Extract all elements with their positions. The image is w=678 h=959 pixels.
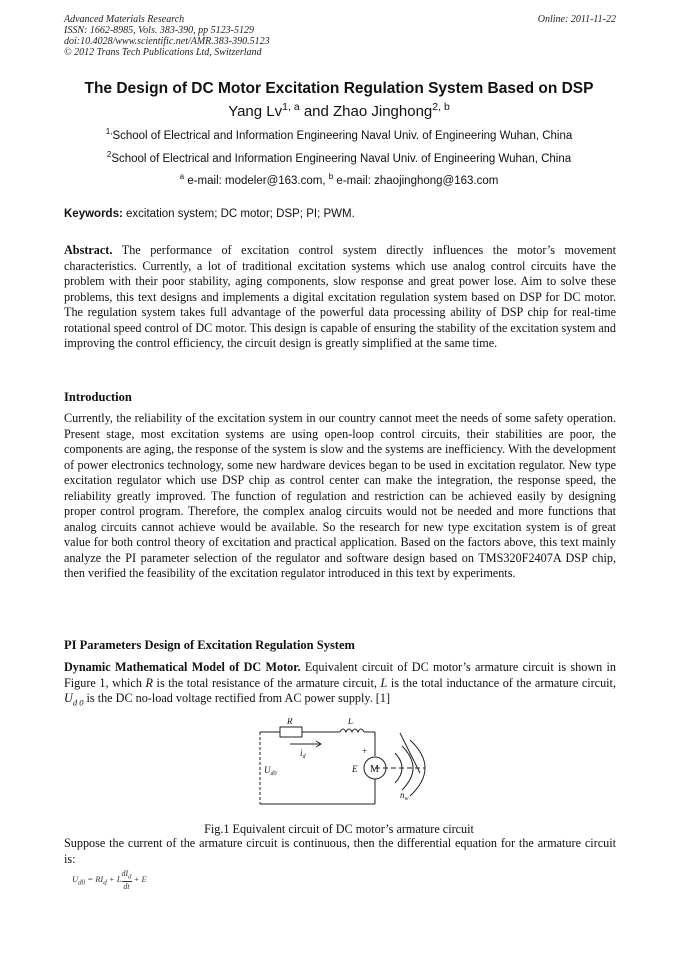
author-line — [40, 103, 638, 120]
dynamic-model-paragraph — [64, 660, 616, 711]
label-id-main: i — [300, 748, 303, 758]
email-a-mark: a — [179, 172, 185, 182]
label-L: L — [348, 718, 354, 726]
journal-header — [64, 14, 616, 58]
author-2: and Zhao Jinghong — [299, 103, 433, 120]
eq-rhs-sub: d — [103, 878, 107, 887]
label-nw-sub: w — [404, 796, 409, 802]
label-nw-main: n — [400, 790, 405, 800]
label-Ud0 — [264, 765, 277, 777]
email-b: e-mail: zhaojinghong@163.com — [333, 175, 499, 187]
affiliation-1-mark: 1, — [105, 127, 113, 137]
introduction-heading: Introduction — [64, 390, 132, 404]
affiliation-2-mark: 2 — [106, 150, 112, 160]
eq-plus-L: + L — [106, 873, 122, 884]
after-figure-text: Suppose the current of the armature circuit is continuous, then the differential equation for the armature circuit is: — [64, 836, 616, 866]
inductor-L — [340, 729, 364, 732]
label-R: R — [287, 718, 293, 726]
copyright-line: © 2012 Trans Tech Publications Ltd, Switzerland — [64, 47, 262, 58]
issn-line: ISSN: 1662-8985, Vols. 383-390, pp 5123-5129 — [64, 25, 254, 36]
author-2-sup: 2, b — [432, 101, 450, 113]
speed-line — [400, 733, 420, 773]
abstract-text: The performance of excitation control system directly influences the motor’s movement characteristics. Currently, a lot of traditional excitation systems which use analog control circuits have the problem with their poor stability, aging components, slow response and great power lose. Aim to solve these problems, this text designs and implements a digital excitation regulation system based on DSP for DC motor. The regulation system takes full advantage of the powerful data processing ability of DSP chip for real-time rotational speed control of DC motor. This design is capable of ensuring the stability of the excitation system and improving the control efficiency, the circuit design is greatly simplified at the same time. — [64, 243, 616, 350]
affiliation-1-text: School of Electrical and Information Engineering Naval Univ. of Engineering Wuhan, China — [112, 130, 573, 142]
model-text-c: is the total inductance of the armature circuit, — [387, 675, 616, 690]
symbol-L: L — [380, 675, 388, 690]
label-id-sub: d — [302, 754, 306, 760]
email-a: e-mail: modeler@163.com, — [184, 175, 329, 187]
figure-caption: Fig.1 Equivalent circuit of DC motor’s armature circuit — [204, 822, 474, 836]
eq-rhs: = RI — [85, 873, 104, 884]
model-text-b: is the total resistance of the armature circuit, — [152, 675, 381, 690]
email-b-mark: b — [328, 172, 334, 182]
author-1-sup: 1, a — [282, 101, 300, 113]
symbol-R: R — [145, 675, 153, 690]
eq-frac-den: dt — [123, 881, 130, 891]
eq-frac-num-sub: d — [128, 873, 132, 881]
label-Ud0-main: U — [264, 765, 271, 775]
journal-name: Advanced Materials Research — [64, 14, 185, 25]
eq-frac-num-main: dI — [121, 869, 129, 878]
eq-fraction — [122, 869, 132, 891]
affiliation-2-text: School of Electrical and Information Engineering Naval Univ. of Engineering Wuhan, China — [111, 153, 572, 165]
keywords — [64, 208, 616, 220]
paper-title: The Design of DC Motor Excitation Regulation System Based on DSP — [84, 80, 594, 97]
model-text-a: Equivalent circuit of DC motor’s armature circuit is shown in Figure 1, which — [64, 660, 616, 690]
armature-circuit-figure — [250, 718, 440, 818]
doi-line: doi:10.4028/www.scientific.net/AMR.383-390.5123 — [64, 36, 270, 47]
label-id — [300, 748, 307, 760]
online-date: Online: 2011-11-22 — [537, 14, 616, 25]
affiliation-2 — [40, 150, 638, 165]
label-plus: + — [362, 746, 368, 756]
keywords-label: Keywords: — [64, 208, 123, 220]
affiliation-1 — [40, 127, 638, 142]
eq-lhs-sub: d0 — [78, 878, 86, 887]
symbol-Ud0-sub: d 0 — [72, 697, 84, 708]
abstract-label: Abstract. — [64, 243, 113, 257]
eq-frac-num — [122, 869, 132, 882]
keywords-text: excitation system; DC motor; DSP; PI; PWM. — [122, 208, 355, 220]
email-line — [40, 172, 638, 187]
eq-tail: + E — [131, 873, 147, 884]
section-heading-pi: PI Parameters Design of Excitation Regulation System — [64, 638, 355, 652]
eq-lhs: U — [72, 873, 79, 884]
label-Ud0-sub: d0 — [270, 771, 277, 777]
author-1: Yang Lv — [228, 103, 283, 120]
model-text-d: is the DC no-load voltage rectified from AC power supply. [1] — [83, 691, 391, 705]
label-nw — [400, 790, 409, 802]
armature-equation — [72, 869, 147, 891]
subsection-heading: Dynamic Mathematical Model of DC Motor. — [64, 660, 301, 674]
label-M: M — [370, 764, 379, 775]
introduction-text: Currently, the reliability of the excitation system in our country cannot meet the needs of some safety operation. Present stage, most excitation systems are using open-loop control circuits, their stabilities are poor, the components are aging, the response of the system is slow and the systems are inefficiency. With the development of power electronics technology, some new hardware devices began to be used in excitation regulator. New type excitation regulator which use DSP chip as control center can make the integration, the response speed, the reliability greatly improved. The function of regulation and restriction can be achieved easily by designing proper control program. Therefore, the complex analog circuits would not be needed and more functions that analog circuits cannot achieve would be available. So the research for new type excitation system is of great value for both control theory of excitation and practical application. Based on the factors above, this text mainly analyze the PI parameter selection of the regulator and software design based on TMS320F2407A DSP chip, then verified the feasibility of the excitation regulator introduced in this text by experiments. — [64, 411, 616, 580]
abstract — [64, 243, 616, 352]
symbol-Ud0: U — [64, 691, 73, 705]
label-E: E — [352, 764, 358, 774]
resistor-R — [280, 727, 302, 737]
